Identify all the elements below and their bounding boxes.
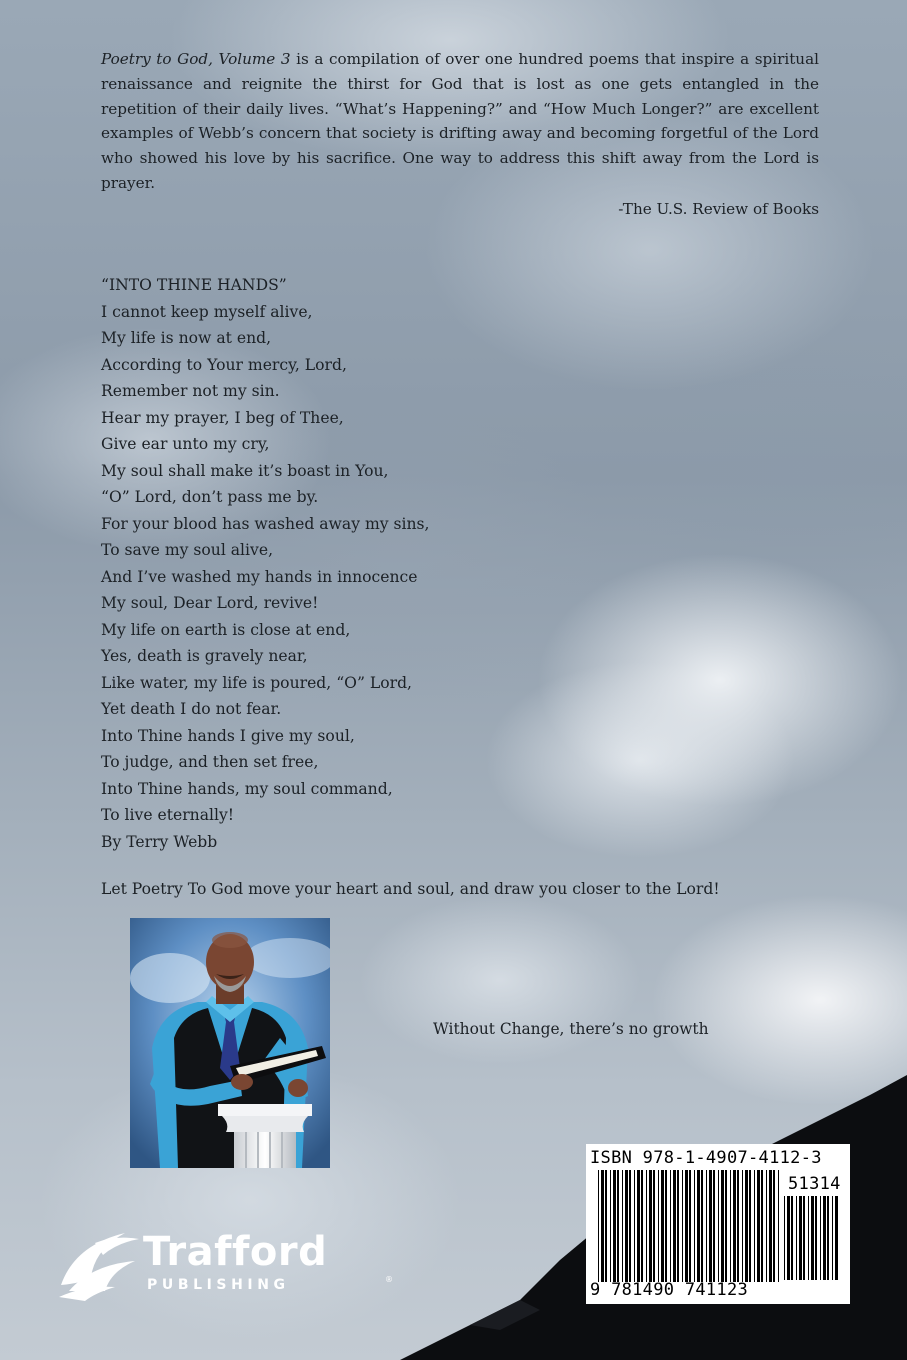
author-photo: [130, 918, 330, 1168]
isbn-barcode: [586, 1144, 850, 1304]
poem-line: Remember not my sin.: [101, 382, 280, 400]
motto: Without Change, there’s no growth: [433, 1020, 709, 1038]
poem-line: To save my soul alive,: [101, 541, 274, 559]
author-portrait-illustration: [130, 918, 330, 1168]
poem-byline: By Terry Webb: [101, 832, 218, 851]
poem-line: Give ear unto my cry,: [101, 435, 270, 453]
isbn-text: ISBN 978-1-4907-4112-3: [590, 1148, 822, 1168]
poem-line: Yet death I do not fear.: [101, 700, 282, 718]
poem-line: And I’ve washed my hands in innocence: [101, 567, 418, 586]
review-paragraph: [101, 47, 819, 196]
price-code: 51314: [788, 1174, 841, 1194]
tagline: Let Poetry To God move your heart and soul, and draw you closer to the Lord!: [101, 880, 720, 898]
publisher-logo: [55, 1225, 395, 1305]
poem-line: My soul shall make it’s boast in You,: [101, 461, 389, 480]
review-text: is a compilation of over one hundred poems that inspire a spiritual renaissance and reignite the thirst for God that is lost as one gets entangled in the repetition of their daily lives. “What’s Happening?” and “How Much Longer?” are excellent examples of Webb’s concern that society is drifting away and becoming forgetful of the Lord who showed his love by his sacrifice. One way to address this shift away from the Lord is prayer.: [101, 50, 820, 192]
poem-title: “INTO THINE HANDS”: [101, 276, 287, 294]
poem-line: Hear my prayer, I beg of Thee,: [101, 408, 344, 427]
poem-line: “O” Lord, don’t pass me by.: [101, 488, 319, 506]
poem-line: My life on earth is close at end,: [101, 620, 351, 639]
poem-line: I cannot keep myself alive,: [101, 302, 313, 321]
poem-line: To judge, and then set free,: [101, 753, 319, 771]
book-title: Poetry to God, Volume 3: [101, 50, 291, 68]
poem-line: My soul, Dear Lord, revive!: [101, 594, 319, 612]
review-attribution: -The U.S. Review of Books: [618, 200, 819, 218]
poem-line: For your blood has washed away my sins,: [101, 514, 430, 533]
ean-barcode-bars: [598, 1170, 780, 1282]
poem-line: Into Thine hands, my soul command,: [101, 779, 393, 798]
poem-line: Into Thine hands I give my soul,: [101, 726, 355, 745]
registered-mark: ®: [385, 1275, 393, 1284]
publisher-name: Trafford: [143, 1229, 328, 1275]
trafford-wave-icon: [55, 1225, 141, 1305]
poem-line: Yes, death is gravely near,: [101, 647, 308, 665]
poem: [101, 272, 521, 855]
publisher-subtitle: PUBLISHING: [147, 1277, 290, 1293]
ean-digits: 9 781490 741123: [590, 1280, 749, 1300]
poem-line: My life is now at end,: [101, 329, 272, 347]
poem-line: To live eternally!: [101, 806, 235, 824]
poem-line: Like water, my life is poured, “O” Lord,: [101, 673, 413, 692]
addon-barcode-bars: [784, 1196, 844, 1280]
poem-line: According to Your mercy, Lord,: [101, 355, 347, 374]
